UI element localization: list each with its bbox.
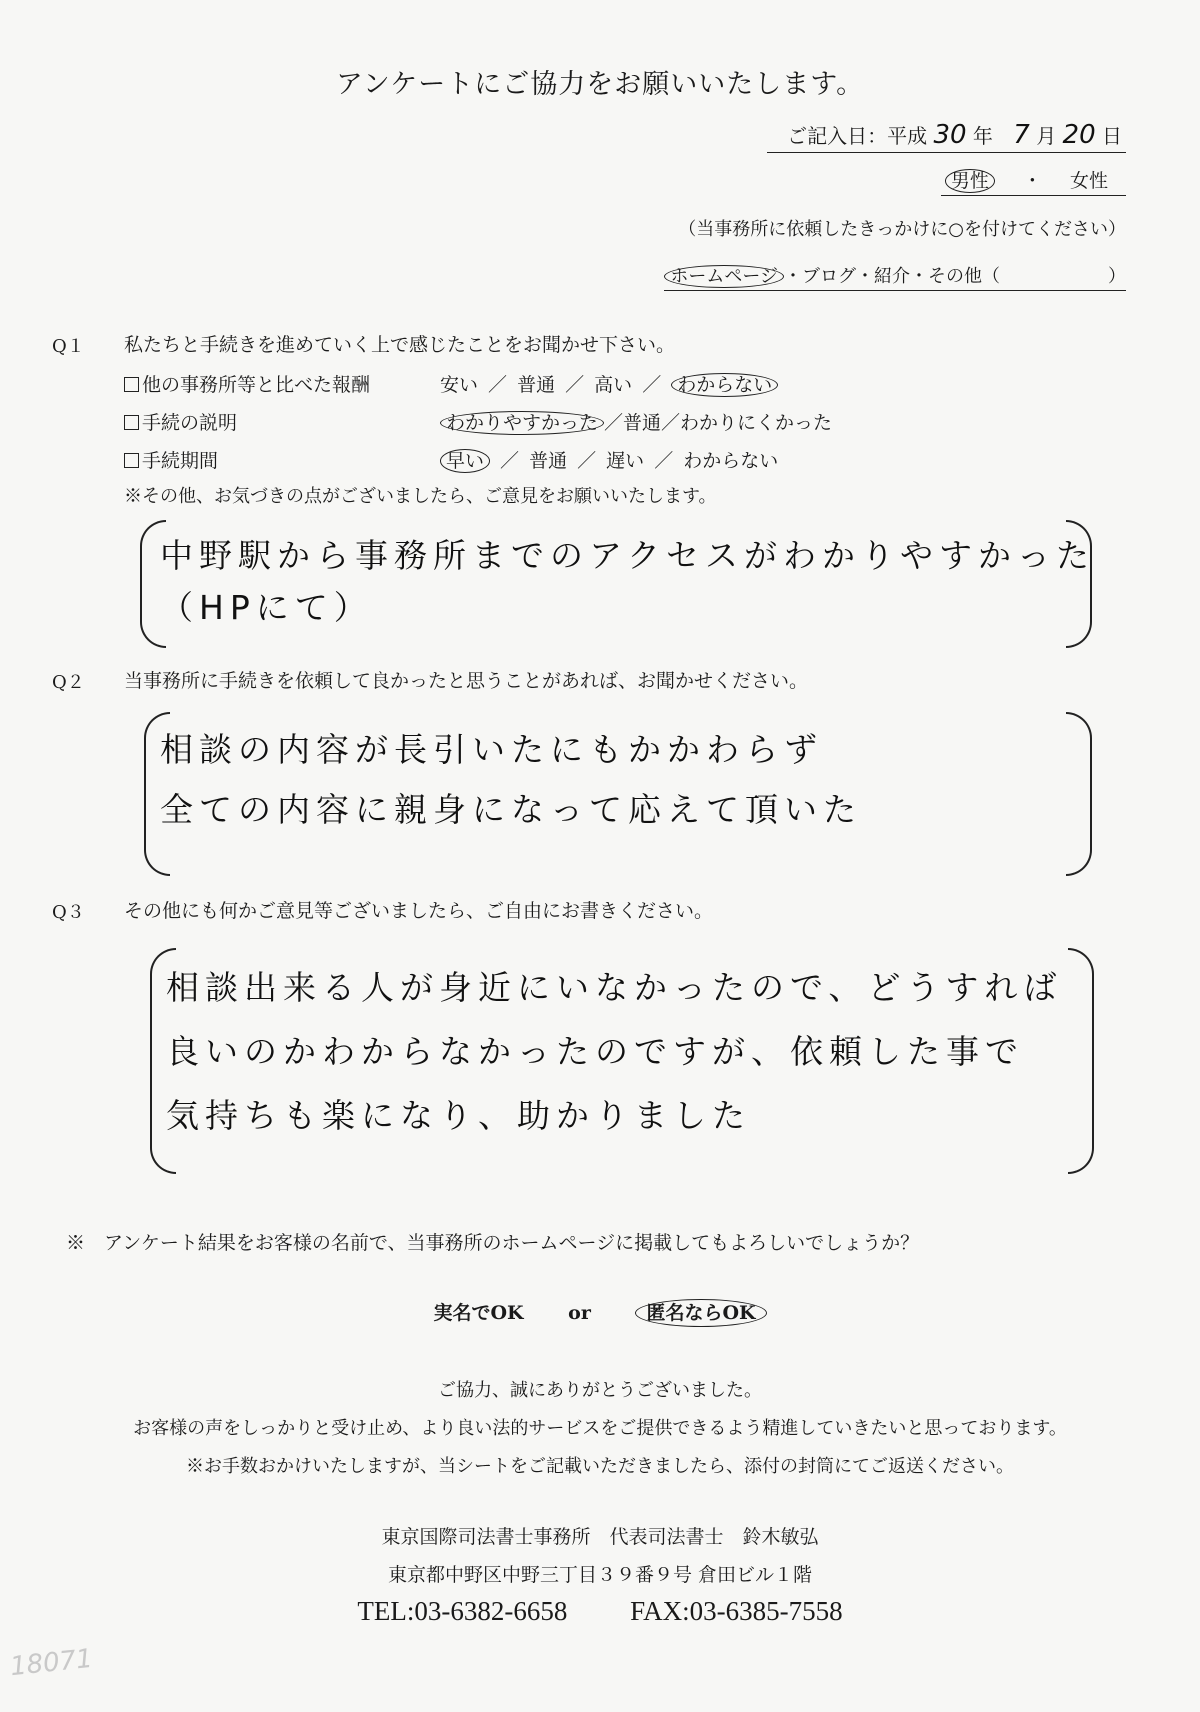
checkbox-icon[interactable] — [124, 415, 139, 430]
checkbox-icon[interactable] — [124, 377, 139, 392]
q2-answer-line-2[interactable]: 全ての内容に親身になって応えて頂いた — [160, 790, 862, 829]
q2-answer-bracket-right — [1066, 712, 1092, 876]
q1-note: ※その他、お気づきの点がございましたら、ご意見をお願いいたします。 — [124, 486, 717, 507]
explanation-options-text[interactable]: ／普通／わかりにくかった — [604, 412, 833, 434]
date-year[interactable]: 30 — [933, 120, 967, 150]
checkbox-icon[interactable] — [124, 453, 139, 468]
q1-explanation-options — [440, 408, 832, 435]
q1-period-options — [440, 446, 778, 473]
q1-item-fee-label: 他の事務所等と比べた報酬 — [142, 374, 371, 396]
q1-item-fee — [124, 370, 370, 397]
date-label: ご記入日：平成 — [787, 124, 928, 148]
period-selected-option[interactable]: 早い — [440, 449, 490, 473]
fax-number: FAX:03-6385-7558 — [630, 1596, 843, 1626]
q3-answer-line-1[interactable]: 相談出来る人が身近にいなかったので、どうすれば — [166, 968, 1063, 1007]
gender-female-option[interactable]: 女性 — [1069, 170, 1108, 192]
trigger-other-options[interactable]: ・ブログ・紹介・その他（ ） — [784, 266, 1126, 287]
q2-question: 当事務所に手続きを依頼して良かったと思うことがあれば、お聞かせください。 — [124, 670, 809, 692]
publish-choice — [0, 1298, 1200, 1325]
q2-answer-line-1[interactable]: 相談の内容が長引いたにもかかわらず — [160, 730, 823, 769]
q1-item-period-label: 手続期間 — [142, 450, 219, 472]
q3-answer-line-2[interactable]: 良いのかわからなかったのですが、依頼した事で — [166, 1032, 1024, 1071]
q3-label: Q３ — [52, 902, 85, 923]
fee-options-text[interactable]: 安い ／ 普通 ／ 高い ／ — [440, 374, 672, 396]
contact-numbers — [0, 1596, 1200, 1627]
q1-item-explanation-label: 手続の説明 — [142, 412, 238, 434]
office-address: 東京都中野区中野三丁目３９番９号 倉田ビル１階 — [387, 1564, 813, 1586]
day-unit: 日 — [1102, 124, 1122, 148]
q1-label: Q１ — [52, 336, 85, 357]
entry-date — [767, 120, 1126, 153]
office-name: 東京国際司法書士事務所 代表司法書士 鈴木敏弘 — [381, 1526, 819, 1548]
q1-answer-line-2[interactable]: （HPにて） — [160, 588, 373, 627]
q1-item-explanation — [124, 408, 237, 435]
closing-return-note: ※お手数おかけいたしますが、当シートをご記載いただきましたら、添付の封筒にてご返送ください。 — [186, 1456, 1014, 1477]
q3-question: その他にも何かご意見等ございましたら、ご自由にお書きください。 — [124, 900, 714, 922]
gender-selection — [941, 166, 1126, 196]
trigger-homepage-option[interactable]: ホームページ — [664, 265, 784, 288]
year-unit: 年 — [972, 124, 993, 148]
publish-question: ※ アンケート結果をお客様の名前で、当事務所のホームページに掲載してもよろしいでしょうか？ — [66, 1232, 920, 1254]
tel-number[interactable]: TEL:03-6382-6658 — [357, 1596, 568, 1626]
month-unit: 月 — [1036, 124, 1057, 148]
q1-item-period — [124, 446, 218, 473]
explanation-selected-option[interactable]: わかりやすかった — [440, 411, 604, 435]
option-real-name[interactable]: 実名でOK — [433, 1302, 524, 1324]
option-anonymous[interactable]: 匿名ならOK — [635, 1299, 766, 1327]
gender-male-option[interactable]: 男性 — [945, 169, 995, 193]
q1-question: 私たちと手続きを進めていく上で感じたことをお聞かせ下さい。 — [124, 334, 676, 356]
trigger-selection — [664, 262, 1126, 291]
date-day[interactable]: 20 — [1062, 120, 1096, 150]
q3-answer-bracket-right — [1068, 948, 1094, 1174]
page-mark: 18071 — [8, 1643, 95, 1683]
fee-selected-option[interactable]: わからない — [671, 373, 778, 397]
q3-answer-line-3[interactable]: 気持ちも楽になり、助かりました — [166, 1096, 751, 1135]
date-month[interactable]: 7 — [1013, 120, 1030, 150]
survey-title: アンケートにご協力をお願いいたします。 — [335, 69, 865, 100]
trigger-instruction: （当事務所に依頼したきっかけに○を付けてください） — [678, 219, 1126, 240]
q1-fee-options — [440, 370, 778, 397]
closing-commitment: お客様の声をしっかりと受け止め、より良い法的サービスをご提供できるよう精進していきたいと思っております。 — [133, 1418, 1067, 1439]
gender-separator: ・ — [1022, 170, 1042, 192]
option-or: or — [568, 1302, 591, 1324]
q2-label: Q２ — [52, 672, 85, 693]
closing-thanks: ご協力、誠にありがとうございました。 — [438, 1380, 762, 1401]
q1-answer-line-1[interactable]: 中野駅から事務所までのアクセスがわかりやすかった — [160, 536, 1096, 575]
period-options-text[interactable]: ／ 普通 ／ 遅い ／ わからない — [490, 450, 779, 472]
